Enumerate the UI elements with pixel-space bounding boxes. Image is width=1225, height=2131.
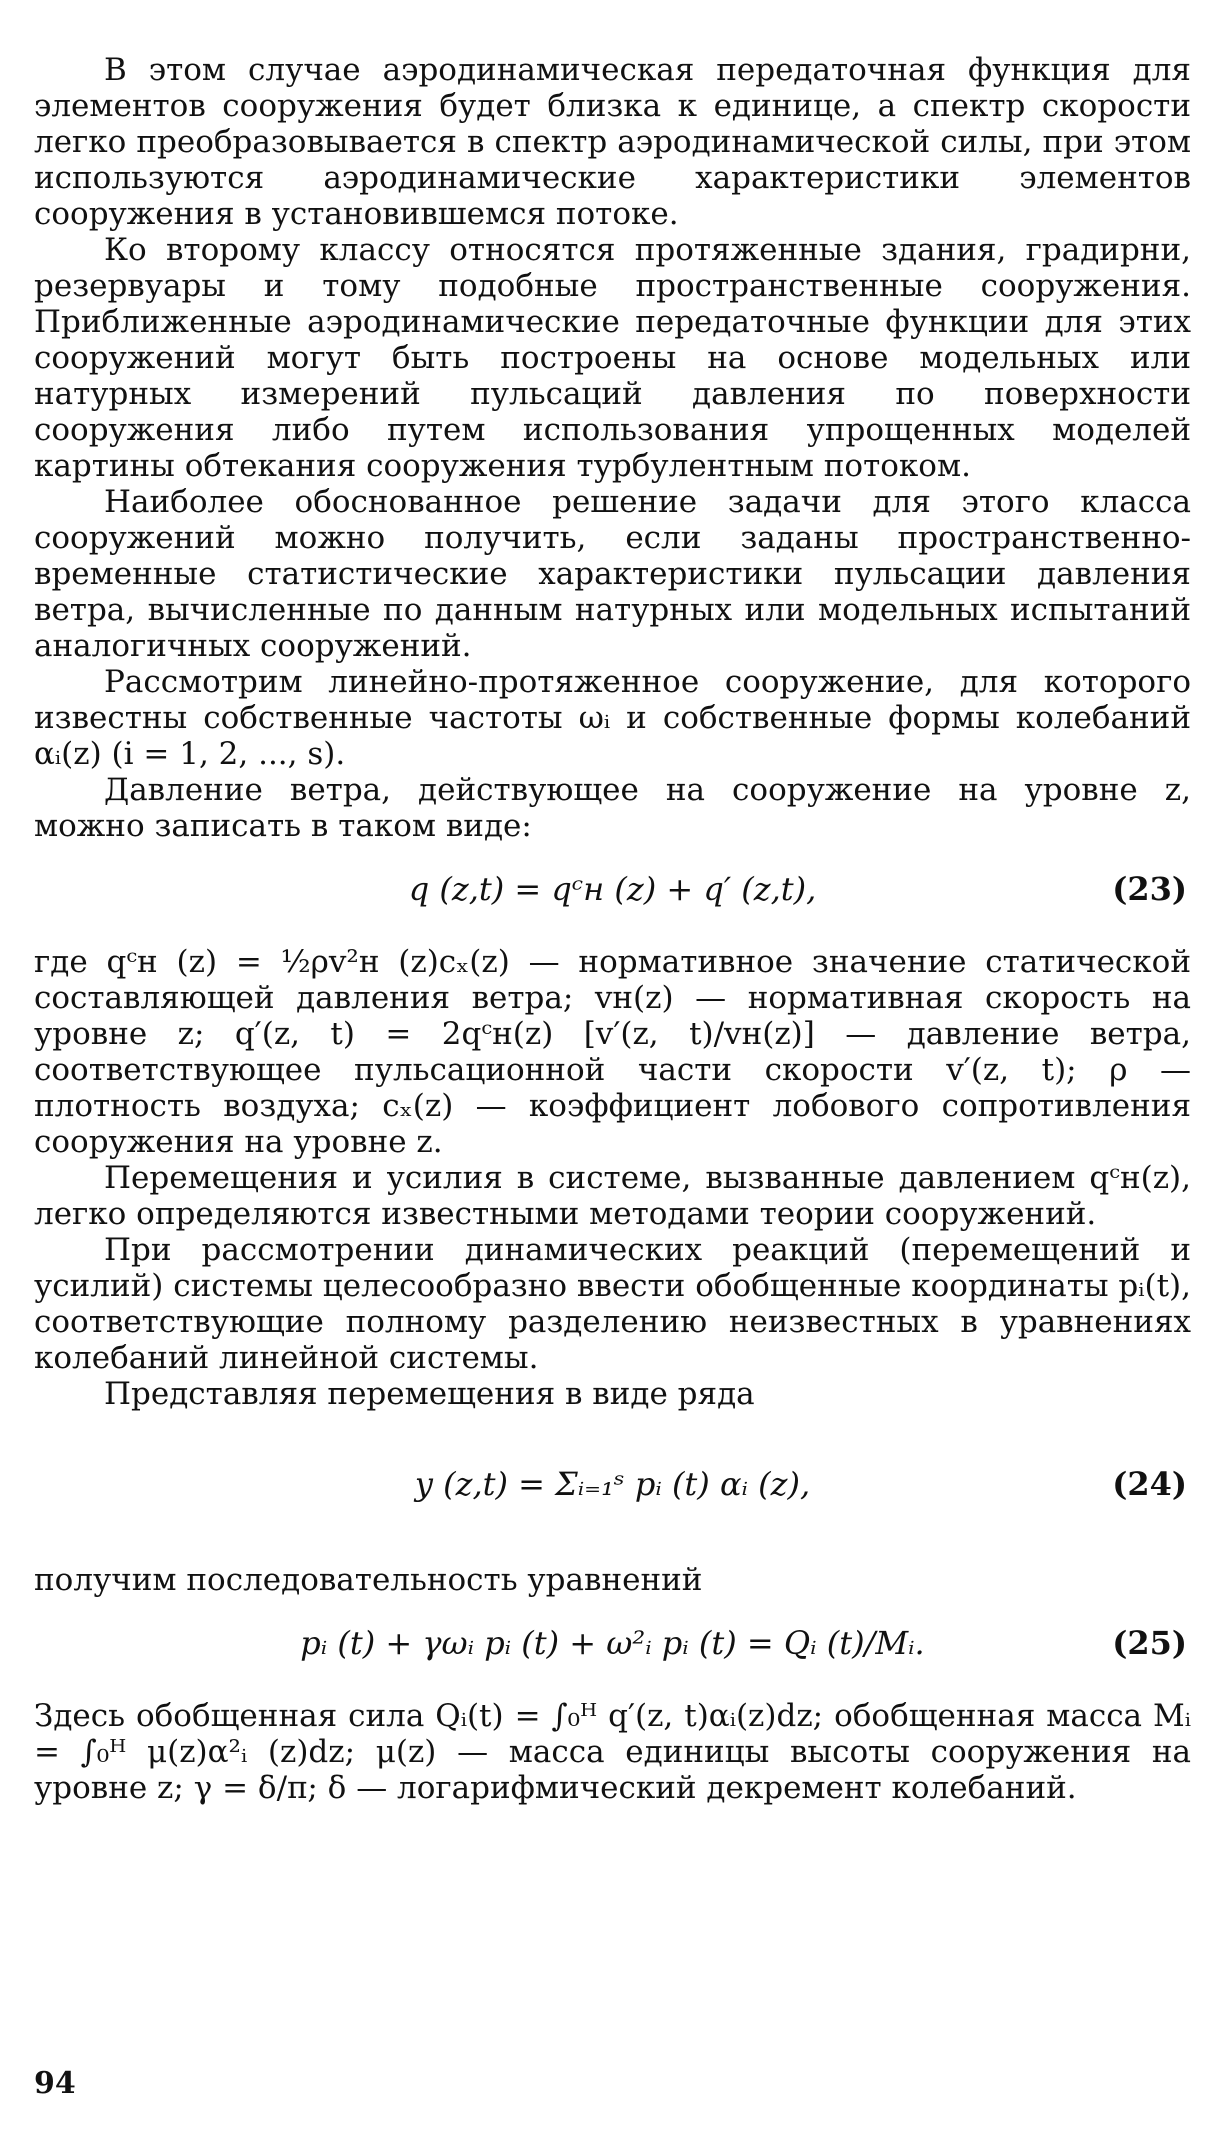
equation-23-body: q (z,t) = qᶜн (z) + q′ (z,t), [408,870,817,908]
paragraph-10: получим последовательность уравнений [34,1562,703,1598]
paragraph-9: Представляя перемещения в виде ряда [104,1376,755,1412]
paragraph-4: Рассмотрим линейно-протяженное сооружение, для которого известны собственные частоты ωᵢ и собственные формы колебаний αᵢ(z) (i = 1, 2, ..., s). [34,664,1191,772]
equation-24 [34,1430,1191,1540]
paragraph-3: Наиболее обоснованное решение задачи для этого класса сооружений можно получить, если заданы пространственно-временные статистические характеристики пульсации давления ветра, вычисленные по данным натурных или модельных испытаний аналогичных сооружений. [34,484,1191,664]
paragraph-2: Ко второму классу относятся протяженные здания, градирни, резервуары и тому подобные пространственные сооружения. Приближенные аэродинамические передаточные функции для этих сооружений могут быть построены на основе модельных или натурных измерений пульсаций давления по поверхности сооружения либо путем использования упрощенных моделей картины обтекания сооружения турбулентным потоком. [34,232,1191,484]
paragraph-6: где qᶜн (z) = ½ρv²н (z)cₓ(z) — нормативное значение статической составляющей давления ветра; vн(z) — нормативная скорость на уровне z; q′(z, t) = 2qᶜн(z) [v′(z, t)/vн(z)] — давление ветра, соответствующее пульсационной части скорости v′(z, t); ρ — плотность воздуха; cₓ(z) — коэффициент лобового сопротивления сооружения на уровне z. [34,944,1191,1160]
paragraph-1: В этом случае аэродинамическая передаточная функция для элементов сооружения будет близка к единице, а спектр скорости легко преобразовывается в спектр аэродинамической силы, при этом используются аэродинамические характеристики элементов сооружения в установившемся потоке. [34,52,1191,232]
paragraph-8: При рассмотрении динамических реакций (перемещений и усилий) системы целесообразно ввести обобщенные координаты pᵢ(t), соответствующие полному разделению неизвестных в уравнениях колебаний линейной системы. [34,1232,1191,1376]
paragraph-5: Давление ветра, действующее на сооружение на уровне z, можно записать в таком виде: [34,772,1191,844]
paragraph-7: Перемещения и усилия в системе, вызванные давлением qᶜн(z), легко определяются известными методами теории сооружений. [34,1160,1191,1232]
paragraph-11: Здесь обобщенная сила Qᵢ(t) = ∫₀ᴴ q′(z, t)αᵢ(z)dz; обобщенная масса Mᵢ = ∫₀ᴴ μ(z)α²ᵢ (z)dz; μ(z) — масса единицы высоты сооружения на уровне z; γ = δ/π; δ — логарифмический декремент колебаний. [34,1698,1191,1806]
equation-25-body: pᵢ (t) + γωᵢ pᵢ (t) + ω²ᵢ pᵢ (t) = Qᵢ (t)/Mᵢ. [300,1624,925,1662]
equation-23-number: (23) [1112,870,1187,908]
equation-24-body: y (z,t) = Σᵢ₌₁ˢ pᵢ (t) αᵢ (z), [414,1465,811,1503]
page-number: 94 [34,2066,76,2101]
equation-23 [34,862,1191,922]
equation-24-number: (24) [1112,1465,1187,1503]
equation-25-number: (25) [1112,1624,1187,1662]
equation-25 [34,1616,1191,1676]
